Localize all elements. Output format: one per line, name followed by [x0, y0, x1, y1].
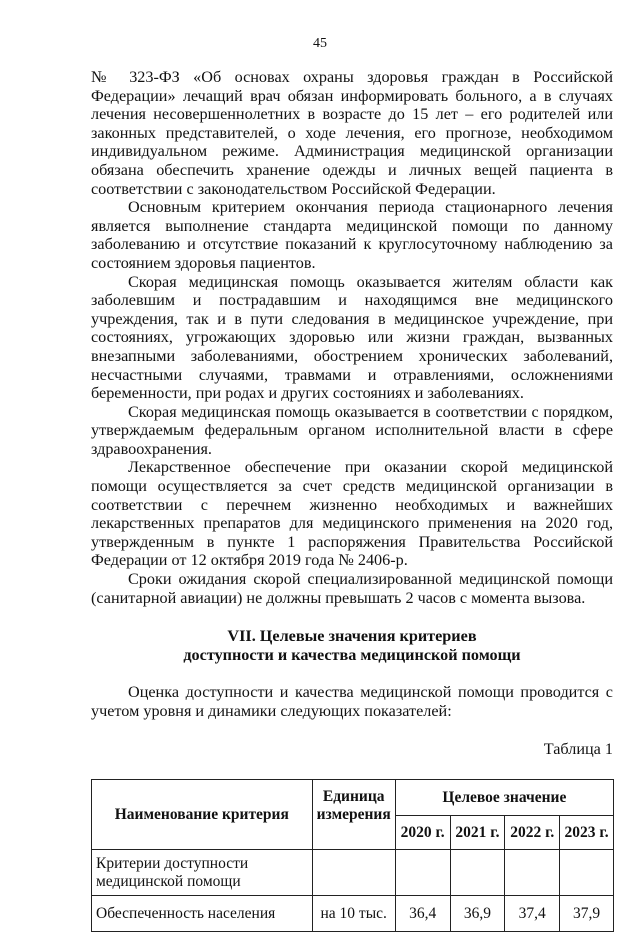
paragraph-law-reference: № 323-ФЗ «Об основах охраны здоровья граждан в Российской Федерации» лечащий врач обязан информировать больного, а в случаях лечения несовершеннолетних в возрасте до 15 лет – его родителей или законных представителей, о ходе лечения, его прогнозе, необходимом индивидуальном режиме. Администрация медицинской организации обязана обеспечить хранение одежды и личных вещей пациента в соответствии с законодательством Российской Федерации. — [91, 68, 613, 198]
header-unit — [312, 780, 395, 850]
header-unit-line1: Единица — [322, 788, 385, 805]
section-heading-line2: доступности и качества медицинской помощи — [183, 646, 521, 665]
paragraph-ambulance-procedure: Скорая медицинская помощь оказывается в соответствии с порядком, утверждаемым федеральным органом исполнительной власти в сфере здравоохранения. — [91, 402, 613, 458]
table-row — [92, 896, 614, 932]
row-value-2022 — [505, 850, 560, 896]
criteria-table — [91, 779, 614, 932]
section-heading-line1: VII. Целевые значения критериев — [227, 627, 477, 646]
page-number: 45 — [313, 36, 327, 51]
table-caption: Таблица 1 — [543, 740, 613, 759]
header-year-2020: 2020 г. — [395, 816, 450, 850]
paragraph-assessment-intro: Оценка доступности и качества медицинской помощи проводится с учетом уровня и динамики следующих показателей: — [91, 683, 613, 720]
paragraph-inpatient-criteria: Основным критерием окончания периода стационарного лечения является выполнение стандарта медицинской помощи по данному заболеванию и отсутствие показаний к круглосуточному наблюдению за состоянием здоровья пациентов. — [91, 198, 613, 272]
header-target: Целевое значение — [395, 780, 613, 816]
row-criterion-line1: Обеспеченность населения — [96, 904, 276, 922]
row-value-2021 — [450, 850, 505, 896]
paragraph-ambulance-scope: Скорая медицинская помощь оказывается жителям области как заболевшим и пострадавшим и находящимся вне медицинского учреждения, так и в пути следования в медицинское учреждение, при состояниях, угрожающих здоровью или жизни граждан, вызванных внезапными заболеваниями, обострением хронических заболеваний, несчастными случаями, травмами и отравлениями, осложнениями беременности, при родах и других состояниях и заболеваниях. — [91, 272, 613, 403]
row-criterion-line2: медицинской помощи — [96, 872, 241, 890]
header-year-2021: 2021 г. — [450, 816, 505, 850]
row-value-2021: 36,9 — [450, 896, 505, 932]
table-header-row — [92, 780, 614, 816]
header-criterion: Наименование критерия — [92, 780, 313, 850]
row-value-2023: 37,9 — [560, 896, 614, 932]
row-value-2020 — [395, 850, 450, 896]
row-unit: на 10 тыс. — [312, 896, 395, 932]
table-row — [92, 850, 614, 896]
header-unit-line2: измерения — [316, 806, 391, 823]
row-criterion — [92, 896, 313, 932]
header-year-2023: 2023 г. — [560, 816, 614, 850]
header-year-2022: 2022 г. — [505, 816, 560, 850]
row-value-2022: 37,4 — [505, 896, 560, 932]
row-value-2020: 36,4 — [395, 896, 450, 932]
paragraph-drug-provision: Лекарственное обеспечение при оказании скорой медицинской помощи осуществляется за счет средств медицинской организации в соответствии с перечнем жизненно необходимых и важнейших лекарственных препаратов для медицинского применения на 2020 год, утвержденным в пункте 1 распоряжения Правительства Российской Федерации от 12 октября 2019 года № 2406-р. — [91, 458, 613, 570]
row-criterion — [92, 850, 313, 896]
row-unit — [312, 850, 395, 896]
row-criterion-line1: Критерии доступности — [96, 854, 249, 872]
document-body — [91, 68, 613, 932]
paragraph-waiting-time: Сроки ожидания скорой специализированной медицинской помощи (санитарной авиации) не должны превышать 2 часов с момента вызова. — [91, 570, 613, 607]
row-value-2023 — [560, 850, 614, 896]
section-heading — [91, 627, 613, 665]
